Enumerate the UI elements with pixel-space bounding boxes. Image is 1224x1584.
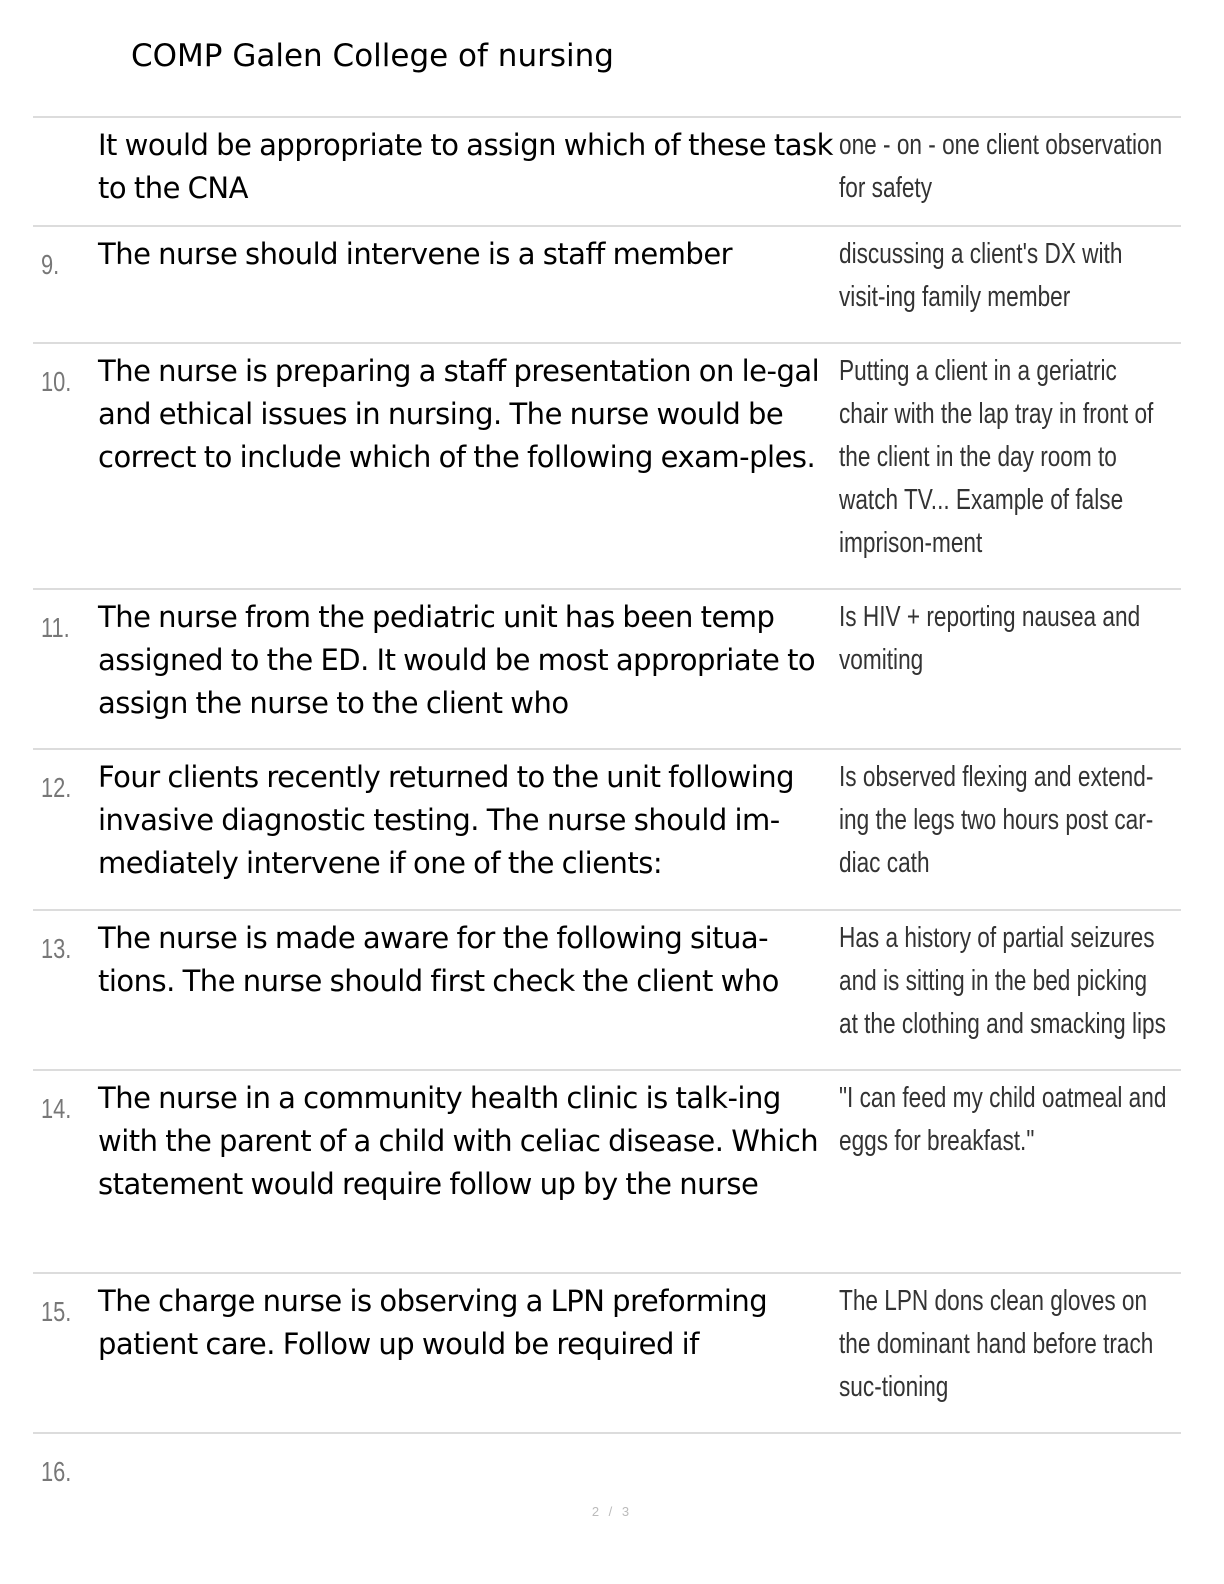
table-row [33, 118, 1181, 227]
question-text: It would be appropriate to assign which of these task to the CNA [98, 128, 833, 205]
answer-text: Has a history of partial seizures and is sitting in the bed picking at the clothing and smacking lips [839, 922, 1166, 1040]
answer-text: discussing a client's DX with visit-ing family member [839, 238, 1123, 313]
question-number: 16. [41, 1456, 72, 1487]
question-text: The nurse is preparing a staff presentation on le-gal and ethical issues in nursing. The nurse would be correct to include which of the following exam-ples. [98, 354, 820, 474]
question-text: The nurse from the pediatric unit has been temp assigned to the ED. It would be most appropriate to assign the nurse to the client who [98, 600, 816, 720]
page-title: COMP Galen College of nursing [131, 38, 614, 74]
question-text: The nurse in a community health clinic is talk-ing with the parent of a child with celiac disease. Which statement would require follow up by the nurse [98, 1081, 819, 1201]
question-number: 14. [41, 1093, 72, 1124]
question-text: The charge nurse is observing a LPN preforming patient care. Follow up would be required if [98, 1284, 768, 1361]
table-row [33, 1274, 1181, 1434]
answer-text: Is HIV + reporting nausea and vomiting [839, 601, 1141, 676]
table-row [33, 590, 1181, 750]
page-number: 2 / 3 [591, 1504, 633, 1519]
question-number: 10. [41, 366, 72, 397]
flashcard-table [33, 116, 1181, 1504]
question-number: 11. [41, 612, 70, 643]
question-number: 9. [41, 249, 60, 280]
question-text: Four clients recently returned to the unit following invasive diagnostic testing. The nurse should im-mediately intervene if one of the clients: [98, 760, 795, 880]
question-number: 13. [41, 933, 72, 964]
question-text: The nurse should intervene is a staff member [98, 237, 733, 271]
question-text: The nurse is made aware for the following situa-tions. The nurse should first check the client who [98, 921, 779, 998]
answer-text: Putting a client in a geriatric chair with the lap tray in front of the client in the day room to watch TV... Example of false imprison-ment [839, 355, 1154, 559]
table-row [33, 911, 1181, 1071]
answer-text: one - on - one client observation for safety [839, 129, 1163, 204]
table-row [33, 750, 1181, 911]
answer-text: The LPN dons clean gloves on the dominant hand before trach suc-tioning [839, 1285, 1154, 1403]
table-row [33, 1434, 1181, 1504]
question-number: 15. [41, 1296, 72, 1327]
answer-text: Is observed flexing and extend-ing the legs two hours post car-diac cath [839, 761, 1154, 879]
question-number: 12. [41, 772, 72, 803]
table-row [33, 344, 1181, 590]
answer-text: "I can feed my child oatmeal and eggs for breakfast." [839, 1082, 1167, 1157]
table-row [33, 227, 1181, 344]
table-row [33, 1071, 1181, 1274]
